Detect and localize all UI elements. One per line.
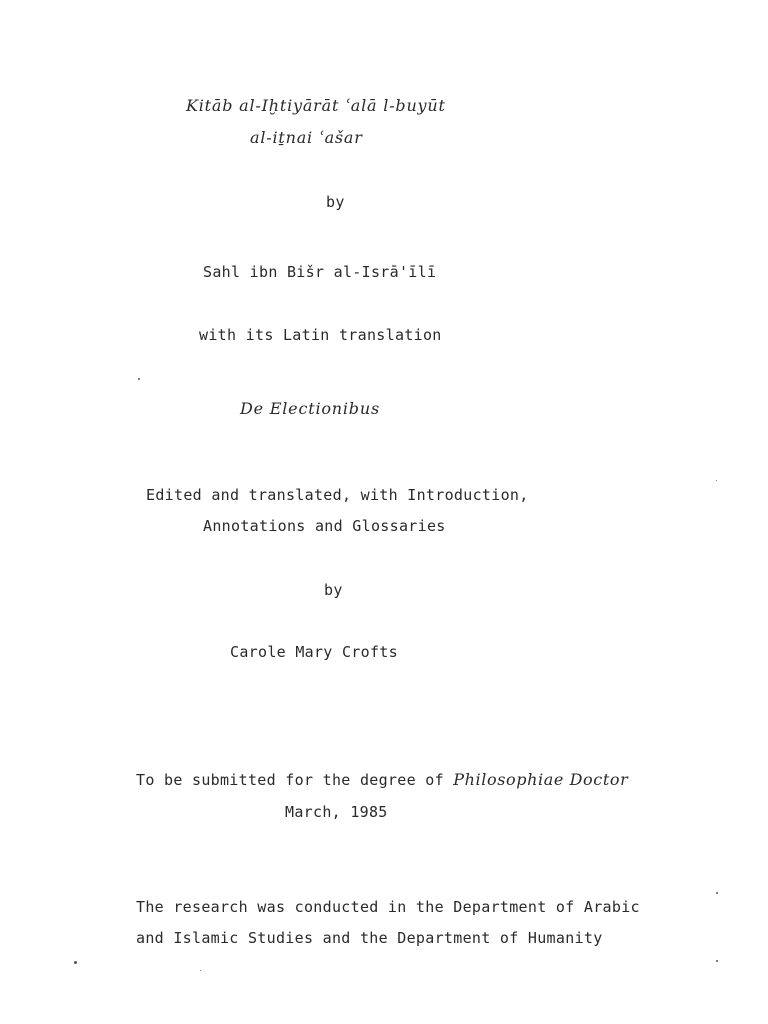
submission-prefix: To be submitted for the degree of [136, 771, 444, 789]
scan-speck [138, 378, 140, 380]
author-name: Sahl ibn Bišr al-Isrā'īlī [203, 263, 437, 281]
edited-line-2: Annotations and Glossaries [203, 517, 446, 535]
research-line-1: The research was conducted in the Department of Arabic [136, 898, 640, 916]
scan-speck [716, 480, 717, 481]
scan-speck [716, 892, 718, 894]
latin-translation-intro: with its Latin translation [199, 326, 442, 344]
title-line-1: Kitāb al-Iḫtiyārāt ʿalā l-buyūt [186, 96, 446, 115]
degree-name: Philosophiae Doctor [453, 770, 629, 789]
scan-speck [200, 970, 201, 971]
research-line-2: and Islamic Studies and the Department of Humanity [136, 929, 603, 947]
submission-date: March, 1985 [285, 803, 388, 821]
editor-name: Carole Mary Crofts [230, 643, 398, 661]
submission-line [136, 770, 628, 790]
by-label-2: by [324, 581, 343, 599]
scan-speck [716, 960, 718, 962]
edited-line-1: Edited and translated, with Introduction, [146, 486, 529, 504]
title-line-2: al-iṯnai ʿašar [250, 128, 363, 147]
scan-speck [74, 961, 77, 964]
by-label-1: by [326, 193, 345, 211]
latin-title: De Electionibus [240, 399, 380, 418]
